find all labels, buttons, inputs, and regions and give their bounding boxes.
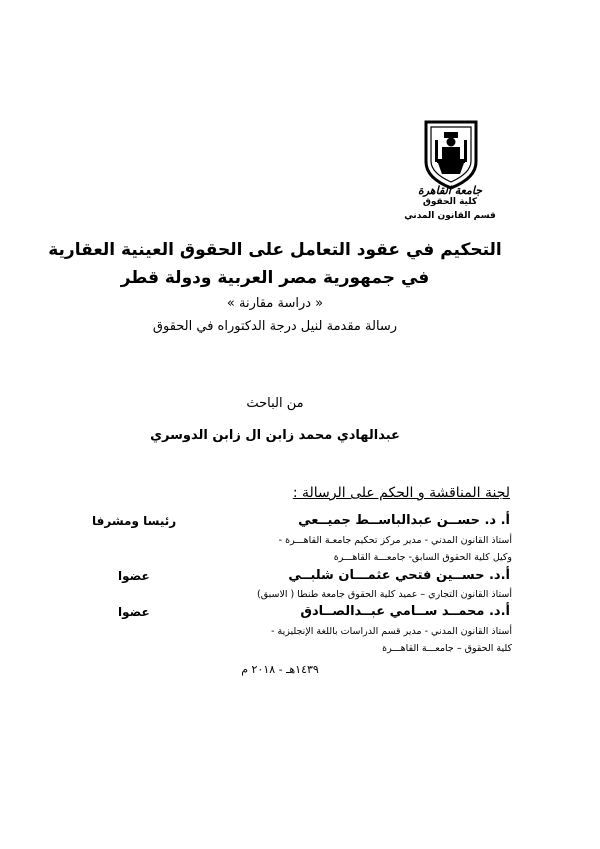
thesis-subtitle: « دراسة مقارنة »: [226, 296, 324, 311]
committee-member-1-desc-1: أستاذ القانون المدني - مدير مركز تحكيم جامعـة القاهـــرة -: [278, 535, 512, 546]
committee-member-1-role: رئيسا ومشرفا: [92, 514, 177, 528]
committee-member-3-role: عضوا: [118, 605, 150, 619]
date: ١٤٣٩هـ - ٢٠١٨ م: [241, 663, 319, 676]
thesis-purpose: رسالة مقدمة لنيل درجة الدكتوراه في الحقوق: [152, 319, 398, 334]
university-name: جامعة القاهرة: [417, 184, 483, 197]
committee-heading: لجنة المناقشة و الحكم على الرسالة :: [292, 485, 510, 501]
thesis-title-line-1: التحكيم في عقود التعامل على الحقوق العينية العقارية: [48, 240, 502, 260]
committee-member-1-name: أ. د. حســن عبدالباســط جميــعي: [298, 513, 510, 528]
committee-member-1-desc-2: وكيل كلية الحقوق السابق- جامعـــة القاهـــرة: [333, 552, 512, 563]
committee-member-2-desc-1: أستاذ القانون التجاري – عميد كلية الحقوق جامعة طنطا ( الاسبق): [256, 589, 512, 600]
researcher-name: عبدالهادي محمد زابن ال زابن الدوسري: [150, 428, 400, 443]
thesis-title-line-2: في جمهورية مصر العربية ودولة قطر: [120, 268, 430, 288]
faculty-name: كلية الحقوق: [422, 197, 478, 207]
committee-member-3-desc-1: أستاذ القانون المدني - مدير قسم الدراسات باللغة الإنجليزية -: [271, 626, 512, 637]
department-name: قسم القانون المدني: [404, 211, 496, 221]
researcher-label: من الباحث: [246, 396, 304, 411]
committee-member-3-name: أ.د. محمــد ســامي عبــدالصــادق: [300, 604, 510, 619]
cairo-university-logo: [420, 118, 482, 190]
committee-member-2-role: عضوا: [118, 569, 150, 583]
committee-member-2-name: أ.د. حســين فتحي عثمـــان شلبــي: [288, 568, 510, 583]
committee-member-3-desc-2: كلية الحقوق – جامعـــة القاهـــرة: [382, 643, 512, 654]
